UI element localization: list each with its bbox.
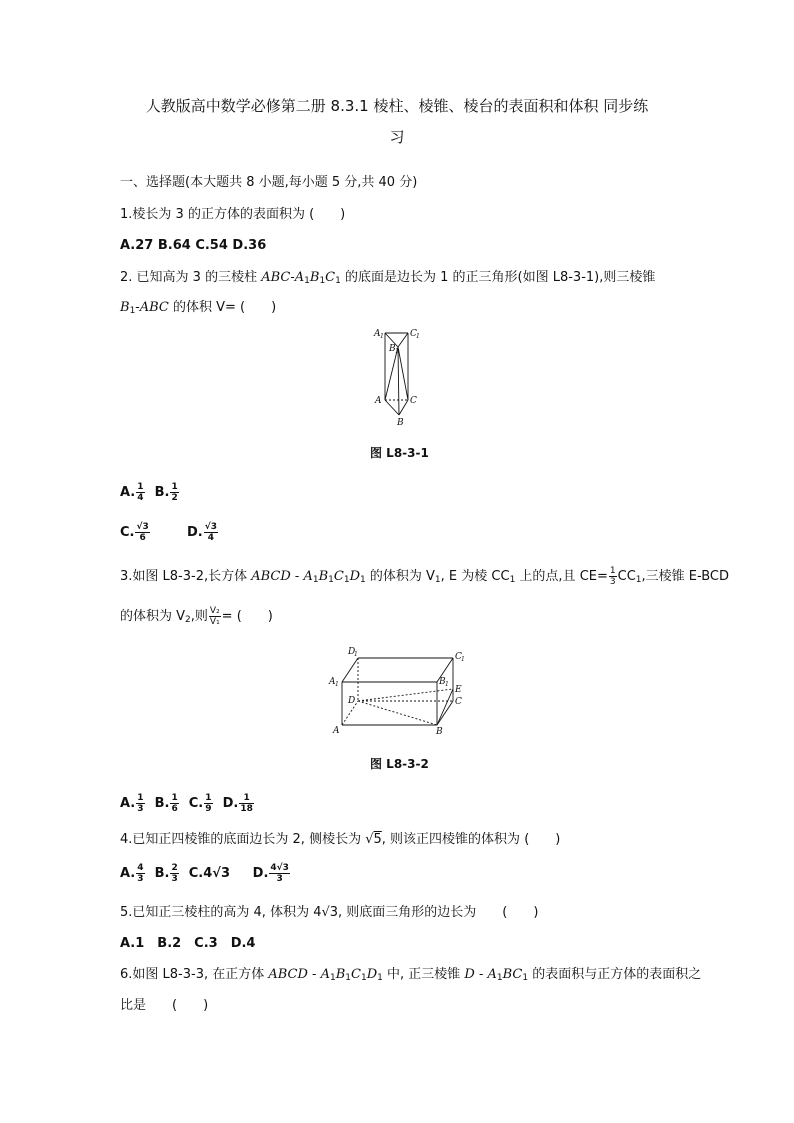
edge-bb1 (398, 347, 399, 415)
question-1-stem: 1.棱长为 3 的正方体的表面积为 ( ) (120, 207, 346, 222)
svg-text:1: 1 (461, 656, 465, 663)
label-b1: B (439, 677, 446, 687)
label-c1: C (455, 652, 462, 662)
document-title-line1: 人教版高中数学必修第二册 8.3.1 棱柱、棱锥、棱台的表面积和体积 同步练 (145, 97, 649, 115)
svg-text:1: 1 (395, 348, 399, 355)
svg-text:1: 1 (354, 651, 358, 658)
label-c: C (455, 697, 462, 707)
question-2-options-ab: A. $\frac{1}{4}$ B. $\frac{1}{2}$ (120, 482, 178, 503)
question-1-options: A.27 B.64 C.54 D.36 (120, 238, 267, 253)
question-3-stem-line1: 3.如图 L8-3-2,长方体 ABCD - $A_1B_1C_1D_1$ 的体积为 $V_1$, E 为棱 $CC_1$ 上的点,且 CE= $\frac{1}{3}$ $CC_1$,三棱锥 E-BCD (120, 566, 729, 587)
label-c1: C (410, 329, 417, 339)
label-d1: D (348, 647, 356, 657)
edge-a1d1 (342, 658, 358, 682)
question-3-options: A. $\frac{1}{3}$ B. $\frac{1}{6}$ C. $\frac{1}{9}$ D. $\frac{1}{18}$ (120, 793, 253, 814)
question-4-stem: 4.已知正四棱锥的底面边长为 2, 侧棱长为 √5, 则该正四棱锥的体积为 ( ) (120, 832, 561, 847)
section-heading: 一、选择题(本大题共 8 小题,每小题 5 分,共 40 分) (120, 175, 418, 190)
edge-b1c (398, 347, 408, 400)
edge-be (437, 689, 453, 725)
edge-de-hidden (358, 689, 453, 701)
label-b: B (397, 418, 404, 426)
edge-b1c1 (398, 333, 408, 347)
svg-text:1: 1 (445, 681, 449, 688)
label-a: A (375, 396, 382, 406)
question-2-stem-line2: $B_1$-ABC 的体积 V= ( ) (120, 300, 277, 316)
label-d: D (348, 696, 356, 706)
edge-ab (385, 400, 399, 415)
question-3-stem-line2: 的体积为 $V_2$,则 $\frac{\text{V₂}}{\text{V₁}}$ = ( ) (120, 606, 273, 627)
question-5-stem: 5.已知正三棱柱的高为 4, 体积为 4√3, 则底面三角形的边长为 ( ) (120, 905, 539, 920)
figure-prism-l8-3-1 (368, 322, 428, 426)
edge-bc (437, 701, 453, 725)
figure-1-caption: 图 L8-3-1 (370, 446, 429, 460)
document-title-line2: 习 (389, 128, 405, 146)
edge-db-hidden (358, 701, 437, 725)
question-4-options: A. $\frac{4}{3}$ B. $\frac{2}{3}$ C.4√3 D. $\frac{4√3}{3}$ (120, 863, 289, 884)
question-2-stem-line1: 2. 已知高为 3 的三棱柱 ABC-$A_1B_1C_1$ 的底面是边长为 1 的正三角形(如图 L8-3-1),则三棱锥 (120, 270, 656, 286)
label-a1: A (374, 329, 381, 339)
label-e: E (455, 685, 462, 695)
label-c: C (410, 396, 417, 406)
label-b1: B (389, 344, 396, 354)
label-a1: A (329, 677, 336, 687)
figure-cuboid-l8-3-2 (328, 645, 470, 737)
question-5-options: A.1 B.2 C.3 D.4 (120, 936, 256, 951)
edge-bc (399, 400, 408, 415)
svg-text:1: 1 (335, 681, 339, 688)
question-2-options-cd: C. $\frac{√3}{6}$ D. $\frac{√3}{4}$ (120, 522, 217, 543)
svg-text:1: 1 (380, 333, 384, 340)
question-6-stem-line2: 比是 ( ) (120, 998, 209, 1013)
label-b: B (436, 727, 443, 737)
figure-2-caption: 图 L8-3-2 (370, 757, 429, 771)
label-a: A (333, 726, 340, 736)
question-6-stem-line1: 6.如图 L8-3-3, 在正方体 ABCD - $A_1B_1C_1D_1$ 中, 正三棱锥 D - $A_1BC_1$ 的表面积与正方体的表面积之 (120, 967, 702, 983)
svg-text:1: 1 (416, 333, 420, 340)
